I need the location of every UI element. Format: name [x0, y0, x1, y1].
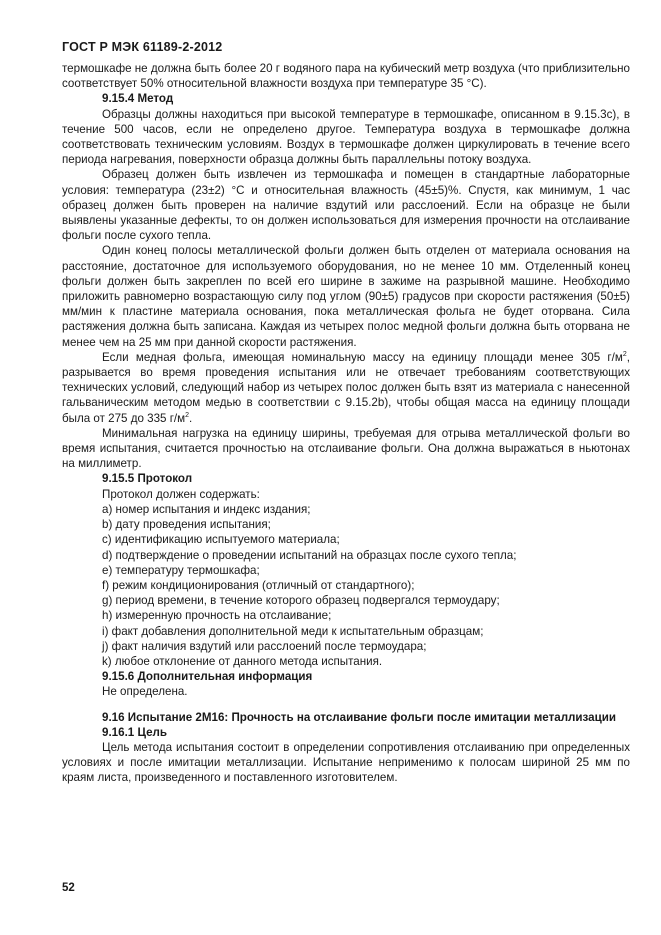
list-item: f) режим кондиционирования (отличный от стандартного);	[102, 578, 415, 592]
heading-9-15-6: 9.15.6 Дополнительная информация	[102, 670, 313, 684]
paragraph-9-15-4-4-b: , разрывается во время проведения испытания или не отвечает требованиям соответствующих технических условий, следующий набор из четырех полос должен быть взят из материала с нанесенной гальваническим методом медью в соответствии с 9.15.2b), чтобы общая масса на единицу площади была от 275 до 335 г/м	[62, 350, 630, 425]
list-item: j) факт наличия вздутий или расслоений после термоудара;	[102, 639, 427, 653]
paragraph-9-15-4-3: Один конец полосы металлической фольги должен быть отделен от материала основания на расстояние, достаточное для используемого оборудования, но не менее 10 мм. Отделенный конец фольги должен быть закреплен по всей его ширине в зажиме на разрывной машине. Необходимо приложить равномерно возрастающую силу под углом (90±5) градусов при скорости растяжения (50±5) мм/мин к пластине материала основания, пока металлическая фольга не будет оторвана. Сила растяжения должна быть записана. Каждая из четырех полос медной фольги должна быть оторвана не менее чем на 25 мм при данной скорости растяжения.	[62, 244, 630, 349]
heading-9-15-5: 9.15.5 Протокол	[102, 472, 193, 486]
document-page	[62, 40, 630, 786]
list-item: с) идентификацию испытуемого материала;	[102, 533, 340, 547]
list-item: g) период времени, в течение которого образец подвергался термоудару;	[102, 594, 500, 608]
heading-9-15-4: 9.15.4 Метод	[102, 92, 174, 106]
superscript-2: 2	[185, 411, 190, 419]
page-number: 52	[62, 882, 75, 894]
paragraph-9-16-1: Цель метода испытания состоит в определении сопротивления отслаиванию при определенных условиях и после имитации металлизации. Испытание неприменимо к полосам шириной 25 мм по краям листа, произведенного и поставленного изготовителем.	[62, 740, 630, 785]
heading-9-16: 9.16 Испытание 2М16: Прочность на отслаивание фольги после имитации металлизации	[102, 710, 616, 724]
paragraph-9-15-4-4	[62, 350, 630, 426]
list-item: i) факт добавления дополнительной меди к испытательным образцам;	[102, 624, 484, 638]
document-header: ГОСТ Р МЭК 61189-2-2012	[62, 40, 223, 54]
heading-9-16-1: 9.16.1 Цель	[102, 725, 168, 739]
superscript-2: 2	[622, 350, 627, 358]
paragraph-9-15-4-1: Образцы должны находиться при высокой температуре в термошкафе, описанном в 9.15.3с), в течение 500 часов, если не определено другое. Температура воздуха в термошкафе должна соответствовать техническим условиям. Воздух в термошкафе должен циркулировать в течение всего периода нагревания, поверхности образца должны быть параллельны потоку воздуха.	[62, 107, 630, 167]
paragraph-9-15-4-4-a: Если медная фольга, имеющая номинальную массу на единицу площади менее 305 г/м	[102, 350, 623, 364]
list-item: d) подтверждение о проведении испытаний на образцах после сухого тепла;	[102, 548, 517, 562]
list-item: k) любое отклонение от данного метода испытания.	[102, 654, 383, 668]
paragraph-9-15-4-4-c: .	[189, 411, 193, 425]
protocol-lead: Протокол должен содержать:	[102, 487, 260, 501]
list-item: b) дату проведения испытания;	[102, 518, 271, 532]
list-item: а) номер испытания и индекс издания;	[102, 502, 311, 516]
additional-info-text: Не определена.	[102, 685, 188, 699]
list-item: h) измеренную прочность на отслаивание;	[102, 609, 332, 623]
intro-paragraph: термошкафе не должна быть более 20 г водяного пара на кубический метр воздуха (что приблизительно соответствует 50% относительной влажности воздуха при температуре 35 °С).	[62, 62, 630, 91]
paragraph-9-15-4-5: Минимальная нагрузка на единицу ширины, требуемая для отрыва металлической фольги во время испытания, считается прочностью на отслаивание фольги. Она должна выражаться в ньютонах на миллиметр.	[62, 426, 630, 471]
list-item: е) температуру термошкафа;	[102, 563, 260, 577]
paragraph-9-15-4-2: Образец должен быть извлечен из термошкафа и помещен в стандартные лабораторные условия: температура (23±2) °С и относительная влажность (45±5)%. Спустя, как минимум, 1 час образец должен быть проверен на наличие вздутий или расслоений. Если на образце не были выявлены указанные дефекты, то он должен использоваться для измерения прочности на отслаивание фольги после сухого тепла.	[62, 168, 630, 243]
